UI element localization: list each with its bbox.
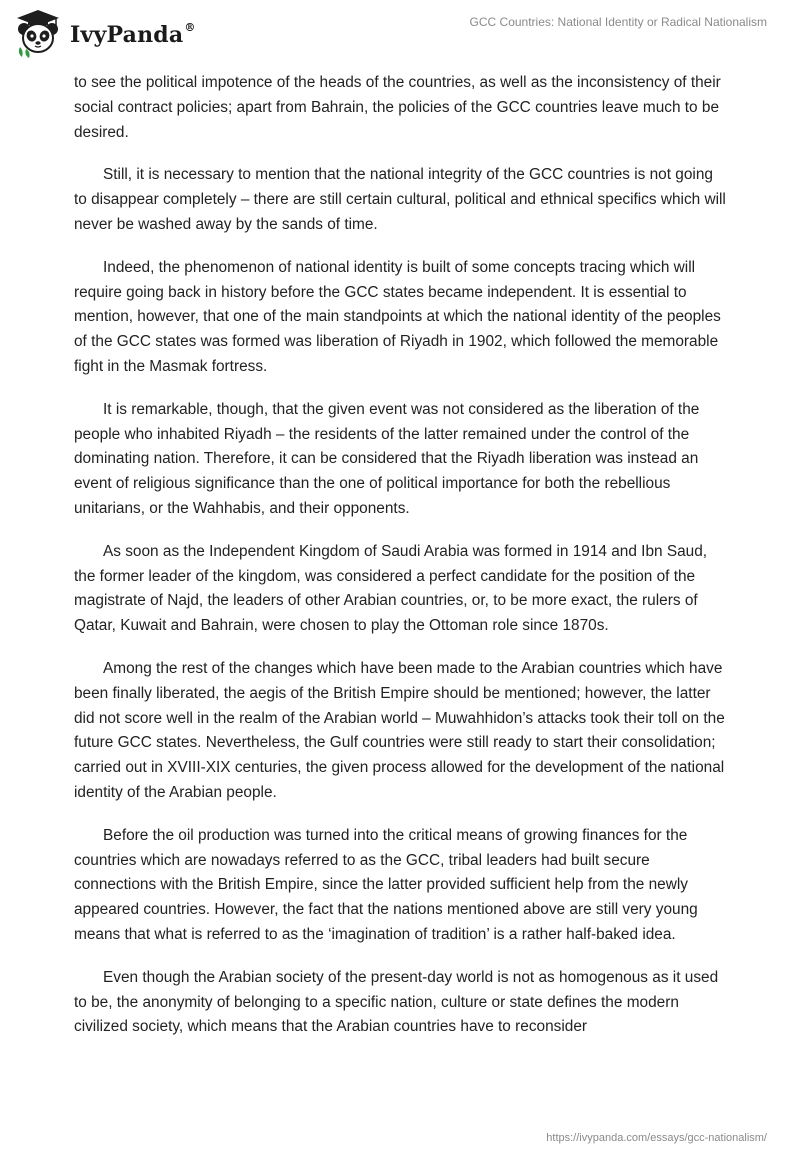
document-title: GCC Countries: National Identity or Radical Nationalism: [469, 15, 767, 29]
brand-name: IvyPanda®: [70, 20, 196, 48]
registered-mark: ®: [184, 20, 196, 34]
paragraph: Indeed, the phenomenon of national identity is built of some concepts tracing which will require going back in history before the GCC states became independent. It is essential to mention, however, that one of the main standpoints at which the national identity of the peoples of the GCC states was formed was liberation of Riyadh in 1902, which followed the memorable fight in the Masmak fortress.: [74, 258, 721, 375]
page-header: [0, 0, 800, 64]
paragraph: Among the rest of the changes which have been made to the Arabian countries which have been finally liberated, the aegis of the British Empire should be mentioned; however, the latter did not score well in the realm of the Arabian world – Muwahhidon’s attacks took their toll on the future GCC states. Nevertheless, the Gulf countries were still ready to start their consolidation; carried out in XVIII-XIX centuries, the given process allowed for the development of the national identity of the Arabian people.: [74, 659, 725, 801]
paragraph: As soon as the Independent Kingdom of Saudi Arabia was formed in 1914 and Ibn Saud, the former leader of the kingdom, was considered a perfect candidate for the position of the magistrate of Najd, the leaders of other Arabian countries, or, to be more exact, the rulers of Qatar, Kuwait and Bahrain, were chosen to play the Ottoman role since 1870s.: [74, 542, 708, 635]
paragraph: Even though the Arabian society of the present-day world is not as homogenous as it used to be, the anonymity of belonging to a specific nation, culture or state defines the modern civilized society, which means that the Arabian countries have to reconsider: [74, 968, 719, 1036]
ivypanda-logo[interactable]: [12, 6, 196, 60]
paragraph: Still, it is necessary to mention that the national integrity of the GCC countries is not going to disappear completely – there are still certain cultural, political and ethnical specifics which will never be washed away by the sands of time.: [74, 166, 726, 233]
paragraph: Before the oil production was turned into the critical means of growing finances for the countries which are nowadays referred to as the GCC, tribal leaders had built secure connections with the British Empire, since the latter provided sufficient help from the newly appeared countries. However, the fact that the nations mentioned above are still very young means that what is referred to as the ‘imagination of tradition’ is a rather half-baked idea.: [74, 826, 698, 943]
paragraph: It is remarkable, though, that the given event was not considered as the liberation of the people who inhabited Riyadh – the residents of the latter remained under the control of the dominating nation. Therefore, it can be considered that the Riyadh liberation was instead an event of religious significance than the one of political importance for both the rebellious unitarians, or the Wahhabis, and their opponents.: [74, 400, 700, 517]
paragraph: to see the political impotence of the heads of the countries, as well as the inconsistency of their social contract policies; apart from Bahrain, the policies of the GCC countries leave much to be desired.: [74, 74, 721, 141]
essay-body: [74, 71, 728, 1058]
panda-graduate-icon: [12, 7, 64, 59]
source-url[interactable]: https://ivypanda.com/essays/gcc-nationalism/: [546, 1132, 767, 1144]
